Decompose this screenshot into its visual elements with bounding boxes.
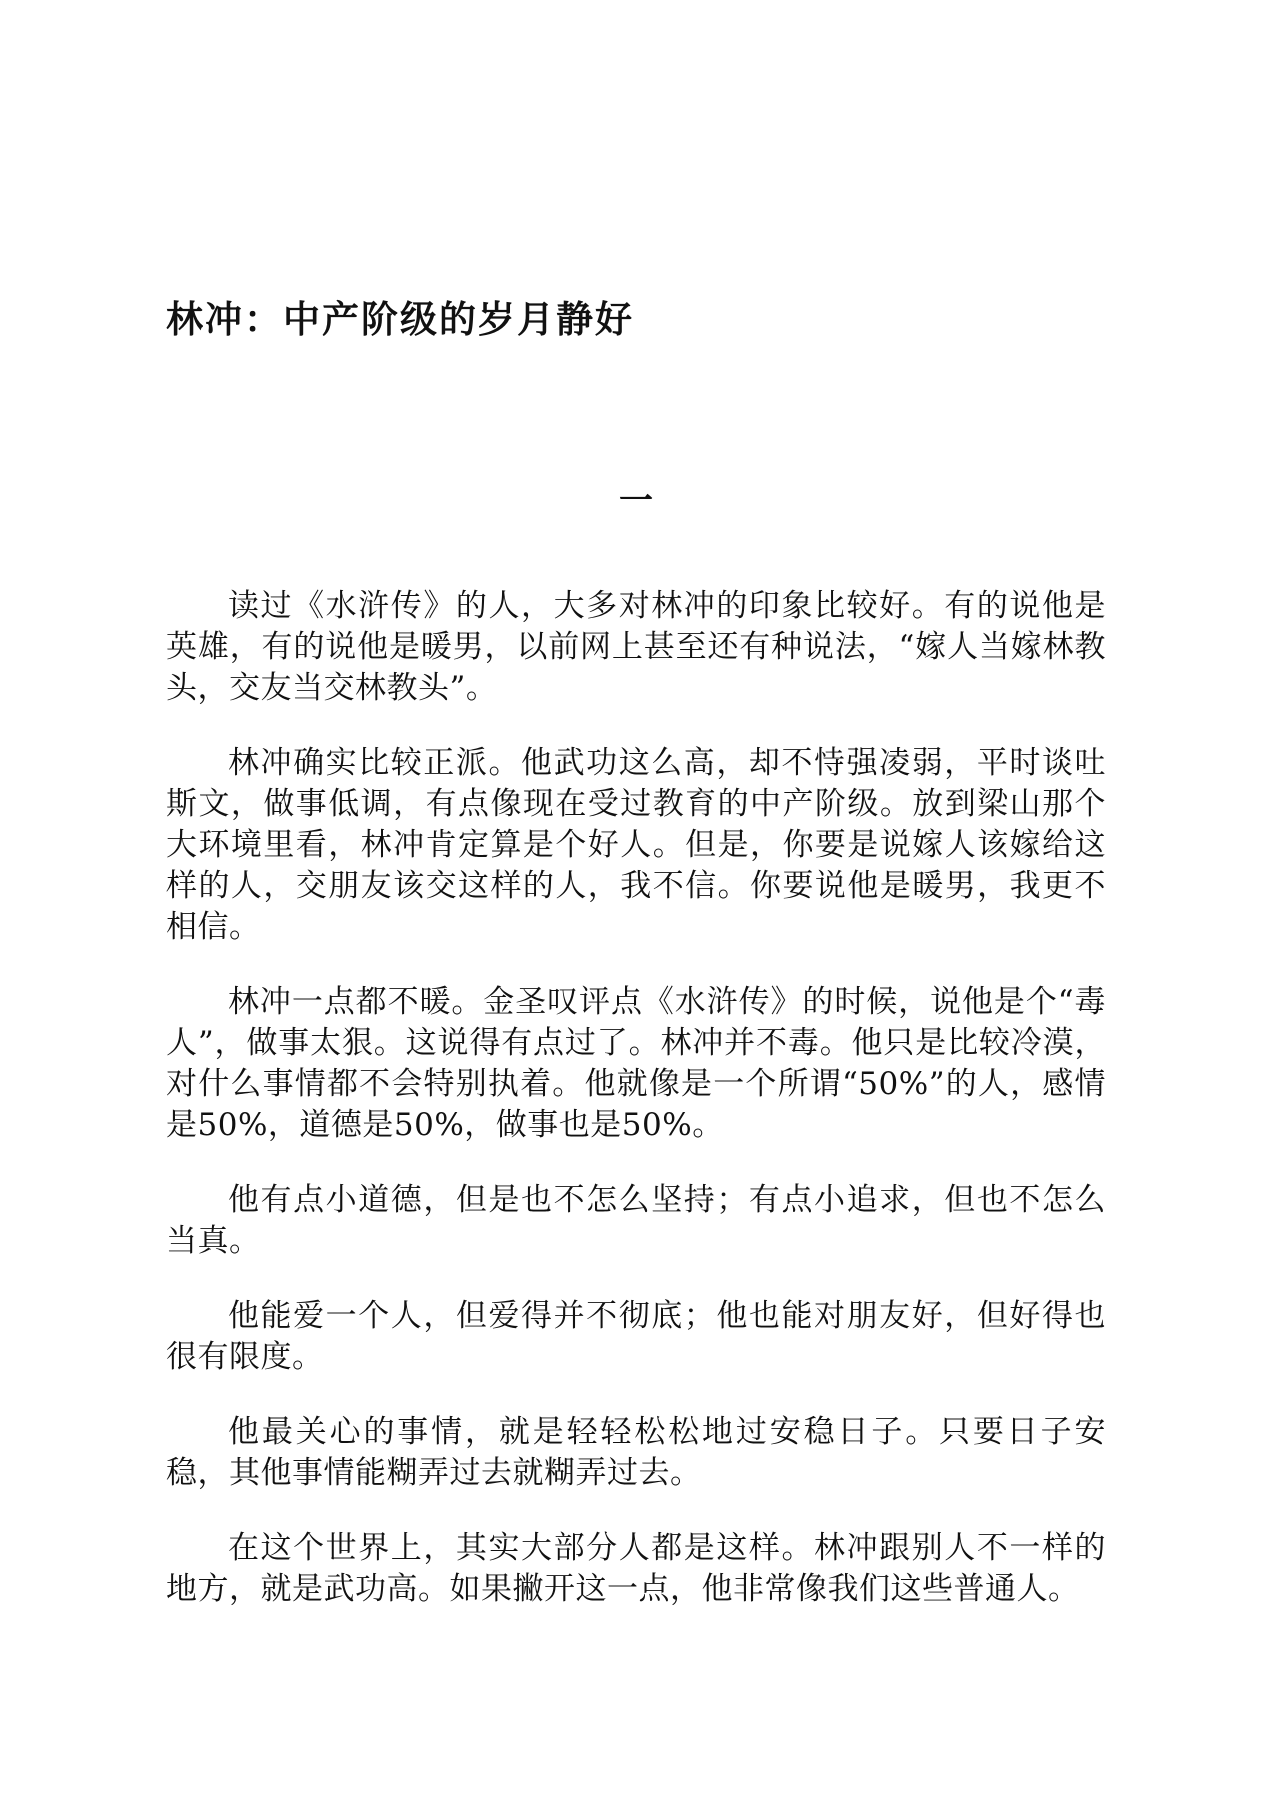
paragraph-7: 在这个世界上，其实大部分人都是这样。林冲跟别人不一样的地方，就是武功高。如果撇开这一点，他非常像我们这些普通人。: [166, 1530, 1106, 1607]
paragraph-3: 林冲一点都不暖。金圣叹评点《水浒传》的时候，说他是个“毒人”，做事太狠。这说得有点过了。林冲并不毒。他只是比较冷漠，对什么事情都不会特别执着。他就像是一个所谓“50%”的人，感情是50%，道德是50%，做事也是50%。: [166, 984, 1106, 1143]
paragraph-2: 林冲确实比较正派。他武功这么高，却不恃强凌弱，平时谈吐斯文，做事低调，有点像现在受过教育的中产阶级。放到梁山那个大环境里看，林冲肯定算是个好人。但是，你要是说嫁人该嫁给这样的人，交朋友该交这样的人，我不信。你要说他是暖男，我更不相信。: [166, 745, 1106, 945]
paragraph-5: 他能爱一个人，但爱得并不彻底；他也能对朋友好，但好得也很有限度。: [166, 1298, 1106, 1375]
page-title: 林冲：中产阶级的岁月静好: [166, 298, 634, 341]
section-number: 一: [619, 481, 653, 521]
body-text: [166, 586, 1106, 1644]
paragraph-4: 他有点小道德，但是也不怎么坚持；有点小追求，但也不怎么当真。: [166, 1182, 1106, 1259]
paragraph-6: 他最关心的事情，就是轻轻松松地过安稳日子。只要日子安稳，其他事情能糊弄过去就糊弄过去。: [166, 1414, 1106, 1491]
paragraph-1: 读过《水浒传》的人，大多对林冲的印象比较好。有的说他是英雄，有的说他是暖男，以前网上甚至还有种说法，“嫁人当嫁林教头，交友当交林教头”。: [166, 588, 1106, 706]
